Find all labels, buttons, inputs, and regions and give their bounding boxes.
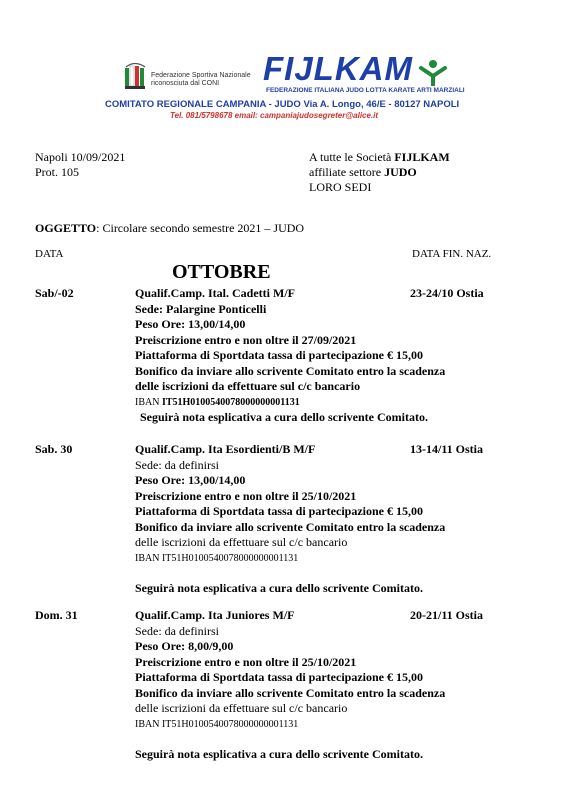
subject-label: OGGETTO [35,221,97,235]
fsn-line-1: Federazione Sportiva Nazionale [151,72,251,79]
event-iban: IT51H0100540078000000001131 [161,396,300,408]
event-platform: Piattaforma di Sportdata tassa di partecipazione € 15,00 [135,504,423,518]
event-iban-label: IBAN [135,552,162,564]
event-venue: Sede: da definirsi [135,623,219,638]
fsn-line-2: riconosciuta dal CONI [151,80,220,87]
fijlkam-logo: FIJLKAM [263,50,413,87]
committee-line: COMITATO REGIONALE CAMPANIA - JUDO Via A. Longo, 46/E - 80127 NAPOLI [105,99,460,110]
recipient-bold-1: FIJLKAM [394,150,450,164]
event-platform: Piattaforma di Sportdata tassa di partecipazione € 15,00 [135,670,423,684]
event-note: Seguirà nota esplicativa a cura dello scrivente Comitato. [140,410,428,424]
event-title: Qualif.Camp. Ita Juniores M/F [135,608,295,622]
event-note: Seguirà nota esplicativa a cura dello scrivente Comitato. [135,747,423,761]
event-transfer-2: delle iscrizioni da effettuare sul c/c bancario [135,701,348,715]
column-final-header: DATA FIN. NAZ. [412,248,492,260]
event-transfer-1: Bonifico da inviare allo scrivente Comitato entro la scadenza [135,363,446,378]
event-iban: IT51H0100540078000000001131 [161,552,299,564]
subject [35,221,304,236]
event-iban-label: IBAN [135,396,162,408]
event-date: Sab/-02 [35,286,74,300]
contacts-line: Tel. 081/5798678 email: campaniajudosegreter@alice.it [170,111,379,120]
column-date-header: DATA [35,248,64,260]
event-venue: Sede: Palargine Ponticelli [135,301,267,316]
italia-emblem-icon [123,62,149,90]
event-date: Dom. 31 [35,608,78,622]
event-weigh-in: Peso Ore: 13,00/14,00 [135,317,246,331]
event-weigh-in: Peso Ore: 13,00/14,00 [135,473,246,487]
event-final: 23-24/10 Ostia [410,286,484,300]
event-prereg: Preiscrizione entro e non oltre il 25/10/2021 [135,488,357,503]
subject-text: : Circolare secondo semestre 2021 – JUDO [96,221,305,235]
event-prereg: Preiscrizione entro e non oltre il 25/10/2021 [135,654,357,669]
event-iban-label: IBAN [135,718,162,730]
recipients [309,150,450,195]
event-final: 20-21/11 Ostia [410,608,484,622]
protocol-number: Prot. 105 [35,165,80,179]
event-title: Qualif.Camp. Ita Esordienti/B M/F [135,442,316,456]
event-final: 13-14/11 Ostia [410,442,484,456]
event-transfer-2: delle iscrizioni da effettuare sul c/c bancario [135,535,348,549]
event-weigh-in: Peso Ore: 8,00/9,00 [135,639,234,653]
event-note: Seguirà nota esplicativa a cura dello scrivente Comitato. [135,581,423,595]
event-date: Sab. 30 [35,442,73,456]
recipient-line-3: LORO SEDI [309,180,372,194]
event-transfer-1: Bonifico da inviare allo scrivente Comitato entro la scadenza [135,519,446,534]
month-heading: OTTOBRE [172,261,271,283]
event-platform: Piattaforma di Sportdata tassa di partecipazione € 15,00 [135,348,423,362]
event-title: Qualif.Camp. Ital. Cadetti M/F [135,286,295,300]
recipient-bold-2: JUDO [384,165,417,179]
recipient-prefix-1: A tutte le Società [309,150,395,164]
event-venue: Sede: da definirsi [135,457,219,472]
fijlkam-figure-icon [418,58,448,88]
event-prereg: Preiscrizione entro e non oltre il 27/09/2021 [135,332,357,347]
place-date: Napoli 10/09/2021 [35,150,126,164]
event-transfer-2: delle iscrizioni da effettuare sul c/c bancario [135,379,361,393]
recipient-prefix-2: affiliate settore [309,165,385,179]
fijlkam-subtitle: FEDERAZIONE ITALIANA JUDO LOTTA KARATE ARTI MARZIALI [266,87,465,94]
event-iban: IT51H0100540078000000001131 [161,718,299,730]
event-transfer-1: Bonifico da inviare allo scrivente Comitato entro la scadenza [135,685,446,700]
